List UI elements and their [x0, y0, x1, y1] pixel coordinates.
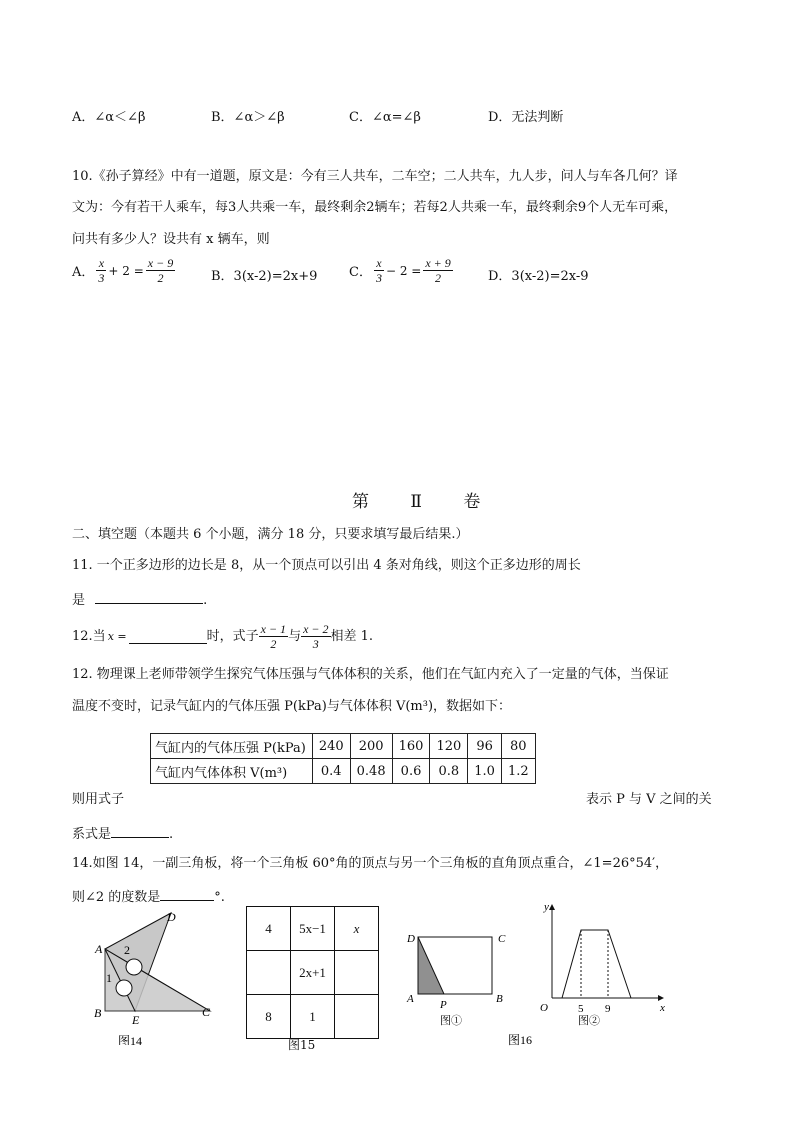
grid-row — [247, 907, 379, 951]
label-p: P — [440, 999, 447, 1011]
q12b-line2: 温度不变时，记录气缸内的气体压强 P(kPa)与气体体积 V(m³)，数据如下： — [72, 699, 512, 714]
q12b-line4-suffix: . — [169, 827, 174, 842]
label-a: A — [407, 993, 414, 1005]
q12b-line1: 12. 物理课上老师带领学生探究气体压强与气体体积的关系，他们在气缸内充入了一定量的气体，当保证 — [72, 667, 669, 682]
q10-option-c-label: C． — [349, 265, 372, 280]
table-cell: 0.8 — [430, 759, 468, 784]
q10-line1: 10.《孙子算经》中有一道题，原文是：今有三人共车，二车空；二人共车，九人步，问人与车各几何？译 — [72, 169, 678, 184]
q11-answer-blank[interactable] — [95, 590, 203, 604]
x-axis-arrow — [658, 995, 664, 1001]
label-c: C — [202, 1005, 211, 1019]
label-y: y — [544, 901, 549, 913]
q12a-prefix: 12.当 — [72, 628, 106, 644]
label-angle-1: 1 — [106, 971, 112, 985]
q12b-line4 — [72, 824, 173, 843]
q12b-left-text: 则用式子 — [72, 792, 125, 807]
q12b-line4-prefix: 系式是 — [72, 827, 112, 842]
q10-line2: 文为：今有若干人乘车，每3人共乘一车，最终剩余2辆车；若每2人共乘一车，最终剩余9个人无车可乘， — [72, 200, 678, 215]
denominator: 2 — [270, 637, 277, 651]
q12b-right-text: 表示 P 与 V 之间的关 — [586, 792, 712, 807]
fraction — [146, 256, 175, 285]
q11-suffix: . — [203, 593, 208, 608]
grid-cell — [335, 995, 379, 1039]
label-d: D — [167, 910, 176, 924]
tick-label-5: 5 — [578, 1003, 584, 1015]
denominator: 2 — [157, 271, 164, 285]
q12a-suffix: 相差 1. — [330, 628, 374, 644]
table-cell: 80 — [501, 734, 535, 759]
q10-option-b: B．3(x-2)=2x+9 — [211, 269, 318, 284]
grid-cell: 5x−1 — [291, 907, 335, 951]
grid-cell: 4 — [247, 907, 291, 951]
table-cell: 160 — [392, 734, 430, 759]
fraction — [96, 256, 106, 285]
q14-line1: 14.如图 14，一副三角板，将一个三角板 60°角的顶点与另一个三角板的直角顶点重合，∠1=26°54′， — [72, 856, 669, 871]
operator: − 2 = — [385, 263, 422, 278]
q12a-with: 与 — [288, 628, 302, 644]
table-cell: 1.0 — [468, 759, 502, 784]
q14-answer-blank[interactable] — [160, 887, 214, 901]
hole-circle — [126, 959, 142, 975]
q11-prefix: 是 — [72, 593, 86, 608]
label-e: E — [132, 1013, 140, 1027]
q14-line2-suffix: °. — [214, 890, 225, 905]
magic-square-grid — [246, 906, 379, 1039]
q12a-mid: 时，式子 — [206, 628, 259, 644]
fraction — [374, 256, 384, 285]
tick-label-9: 9 — [605, 1003, 611, 1015]
label-b: B — [496, 993, 503, 1005]
hole-circle — [116, 980, 132, 996]
label-b: B — [94, 1006, 102, 1020]
q9-option-c: C．∠α=∠β — [349, 110, 421, 125]
table-row — [151, 759, 536, 784]
q11-line2 — [72, 590, 207, 609]
numerator: x — [96, 256, 106, 271]
label-c: C — [498, 933, 506, 945]
grid-cell — [247, 951, 291, 995]
fraction — [301, 622, 330, 651]
numerator: x + 9 — [425, 256, 451, 270]
numerator: x — [374, 256, 384, 271]
table-cell: 1.2 — [501, 759, 535, 784]
label-origin: O — [540, 1002, 548, 1014]
shaded-triangle — [418, 937, 444, 994]
label-x: x — [660, 1002, 665, 1014]
label-d: D — [407, 933, 415, 945]
q12a-line — [72, 622, 373, 651]
table-row — [151, 734, 536, 759]
q10-option-d: D．3(x-2)=2x-9 — [488, 269, 589, 284]
q10-line3: 问共有多少人？设共有 x 辆车，则 — [72, 232, 270, 247]
table-cell: 96 — [468, 734, 502, 759]
table-cell: 240 — [312, 734, 350, 759]
figure-16 — [400, 900, 670, 1048]
label-a: A — [95, 942, 103, 956]
section2-heading: 二、填空题（本题共 6 个小题，满分 18 分，只要求填写最后结果.） — [72, 527, 469, 542]
graph-line — [562, 930, 631, 998]
figure-14-caption: 图14 — [118, 1034, 143, 1045]
denominator: 3 — [312, 637, 319, 651]
numerator: x − 9 — [147, 256, 174, 270]
numerator: x − 1 — [260, 622, 287, 636]
figure-15-caption: 图15 — [288, 1038, 316, 1052]
part2-title: 第 Ⅱ 卷 — [352, 492, 499, 512]
figure-16-caption: 图16 — [508, 1033, 533, 1047]
grid-cell: 1 — [291, 995, 335, 1039]
denominator: 3 — [375, 271, 382, 285]
y-axis-arrow — [549, 904, 555, 910]
denominator: 3 — [98, 271, 105, 285]
q9-option-b: B．∠α＞∠β — [211, 110, 285, 125]
q10-option-a — [72, 256, 175, 285]
grid-cell: 2x+1 — [291, 951, 335, 995]
table-row-label: 气缸内气体体积 V(m³) — [151, 759, 313, 784]
figure-16-sub2-caption: 图② — [578, 1015, 600, 1027]
q12a-answer-blank[interactable] — [129, 630, 207, 644]
fraction — [259, 622, 288, 651]
operator: + 2 = — [108, 263, 144, 278]
table-cell: 0.6 — [392, 759, 430, 784]
q10-option-a-label: A． — [72, 265, 95, 280]
q9-option-a: A．∠α＜∠β — [72, 110, 146, 125]
pressure-volume-table — [150, 733, 536, 784]
q11-line1: 11. 一个正多边形的边长是 8，从一个顶点可以引出 4 条对角线，则这个正多边形的周长 — [72, 558, 581, 573]
fraction — [423, 256, 452, 285]
figure-16-sub1-caption: 图① — [440, 1015, 462, 1027]
table-cell: 0.48 — [350, 759, 392, 784]
q10-option-c — [349, 256, 453, 285]
denominator: 2 — [435, 271, 442, 285]
grid-cell — [335, 951, 379, 995]
q9-option-d: D．无法判断 — [488, 110, 564, 125]
table-cell: 200 — [350, 734, 392, 759]
table-cell: 120 — [430, 734, 468, 759]
grid-cell: 8 — [247, 995, 291, 1039]
grid-row — [247, 995, 379, 1039]
q12a-var: x = — [107, 629, 127, 643]
grid-cell: x — [335, 907, 379, 951]
table-cell: 0.4 — [312, 759, 350, 784]
numerator: x − 2 — [303, 622, 329, 636]
figure-15 — [246, 906, 379, 1052]
q14-line2 — [72, 887, 225, 906]
grid-row — [247, 951, 379, 995]
label-angle-2: 2 — [124, 943, 130, 957]
figure-14 — [88, 905, 228, 1045]
q12b-answer-blank[interactable] — [111, 824, 169, 838]
table-row-label: 气缸内的气体压强 P(kPa) — [151, 734, 313, 759]
q14-line2-prefix: 则∠2 的度数是 — [72, 890, 161, 905]
